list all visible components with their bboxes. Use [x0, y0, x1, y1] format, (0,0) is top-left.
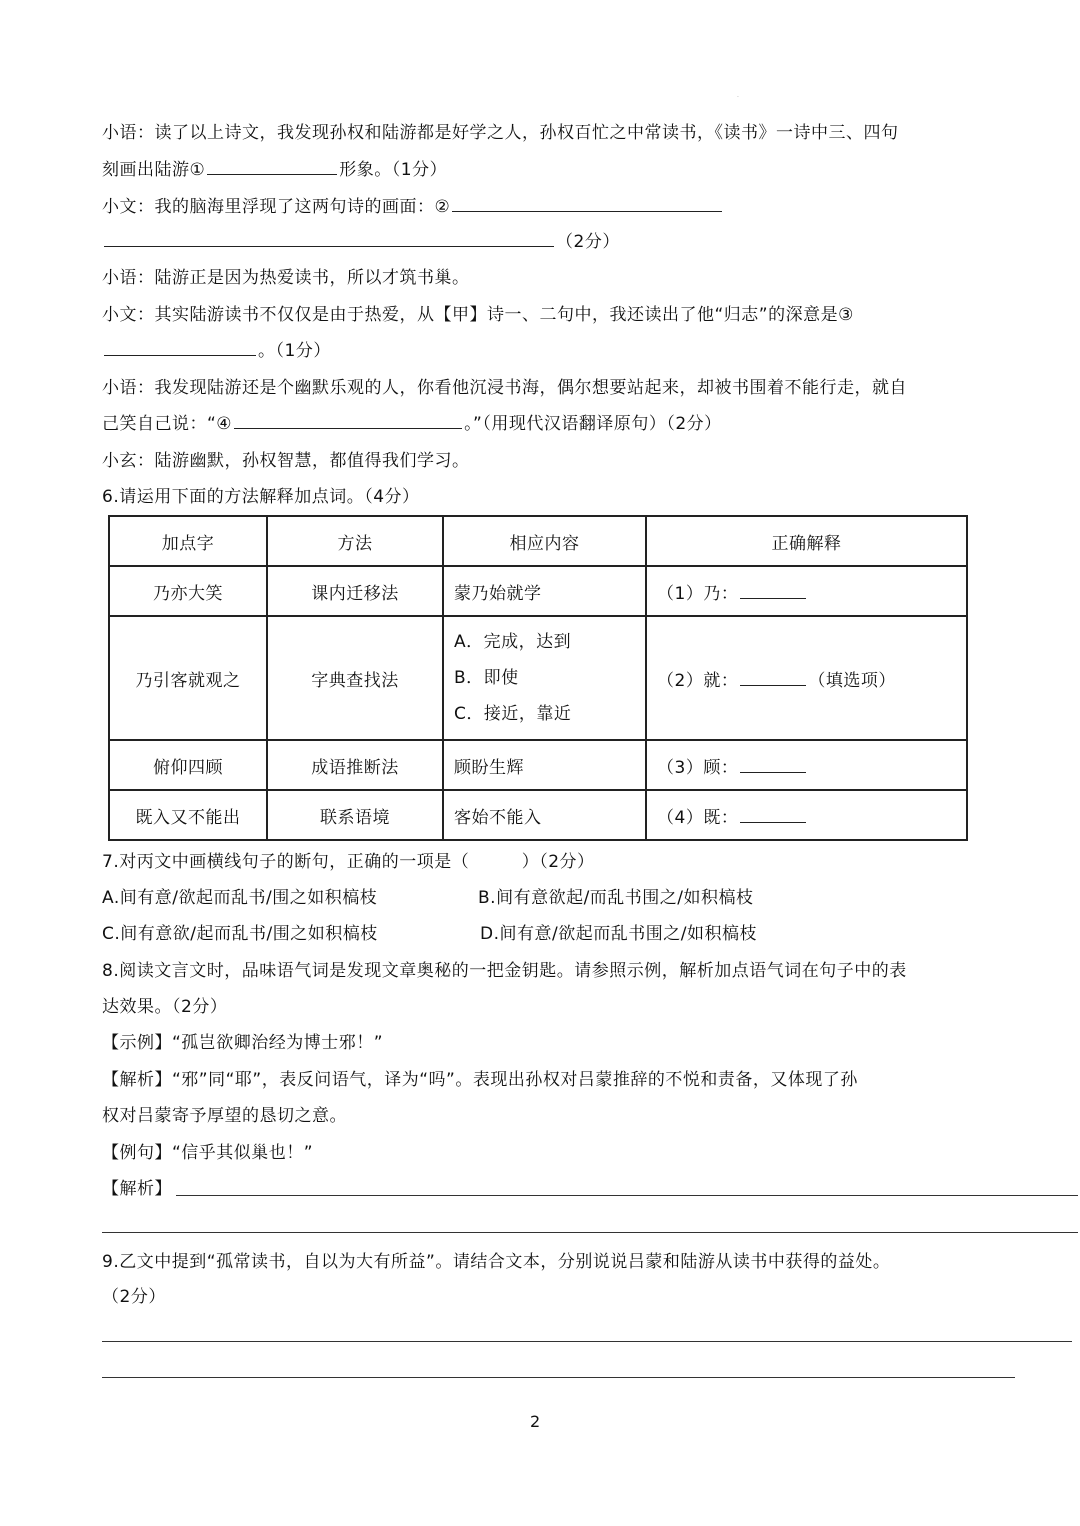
answer-cell: （4）既： [646, 790, 967, 840]
dialogue-line-4: （2分） [102, 230, 620, 254]
dotted-word-cell: 俯仰四顾 [109, 740, 267, 790]
question-6-table [108, 515, 968, 841]
question-8-sentence: 【例句】“信乎其似巢也！” [102, 1143, 314, 1163]
table-header-cell: 方法 [267, 516, 443, 566]
table-header-cell: 相应内容 [443, 516, 646, 566]
method-cell: 成语推断法 [267, 740, 443, 790]
question-7-option-d[interactable]: D.间有意/欲起而乱书围之/如积槁枝 [480, 924, 757, 944]
dialogue-line-6: 小文：其实陆游读书不仅仅是由于热爱，从【甲】诗一、二句中，我还读出了他“归志”的深意是③ [102, 305, 854, 325]
dialogue-line-5: 小语：陆游正是因为热爱读书，所以才筑书巢。 [102, 268, 470, 288]
dialogue-line-10: 小玄：陆游幽默，孙权智慧，都值得我们学习。 [102, 451, 470, 471]
answer-line-q9-2[interactable] [102, 1377, 1015, 1378]
content-cell: 顾盼生辉 [443, 740, 646, 790]
answer-cell: （1）乃： [646, 566, 967, 616]
answer-blank-q6-2[interactable] [740, 671, 806, 686]
table-row [109, 616, 967, 740]
question-7-title: 7.对丙文中画横线句子的断句，正确的一项是（ ）（2分） [102, 852, 595, 872]
option-a: A．完成，达到 [454, 632, 572, 652]
dialogue-line-3: 小文：我的脑海里浮现了这两句诗的画面：② [102, 195, 724, 219]
question-8-answer-label: 【解析】 [102, 1179, 172, 1199]
answer-blank-q6-4[interactable] [740, 808, 806, 823]
question-8-line-1: 8.阅读文言文时，品味语气词是发现文章奥秘的一把金钥匙。请参照示例，解析加点语气词在句子中的表 [102, 961, 907, 981]
scan-mark: . [737, 92, 739, 99]
answer-cell: （2）就： （填选项） [646, 616, 967, 740]
dialogue-line-7: 。（1分） [102, 339, 331, 363]
dotted-word-cell: 乃引客就观之 [109, 616, 267, 740]
table-row [109, 740, 967, 790]
answer-blank-q6-1[interactable] [740, 584, 806, 599]
table-row [109, 566, 967, 616]
question-9-line-1: 9.乙文中提到“孤常读书，自以为大有所益”。请结合文本，分别说说吕蒙和陆游从读书中获得的益处。 [102, 1252, 891, 1272]
table-header-cell: 加点字 [109, 516, 267, 566]
answer-line-q8-1[interactable] [176, 1195, 1078, 1196]
dialogue-line-9: 己笑自己说：“④ 。”（用现代汉语翻译原句）（2分） [102, 414, 722, 434]
option-b: B．即使 [454, 668, 519, 688]
answer-blank-1[interactable] [207, 160, 337, 175]
method-cell: 字典查找法 [267, 616, 443, 740]
option-c: C．接近，靠近 [454, 704, 572, 724]
question-7-option-c[interactable]: C.间有意欲/起而乱书/围之如积槁枝 [102, 924, 378, 944]
options-cell [443, 616, 646, 740]
method-cell: 联系语境 [267, 790, 443, 840]
content-cell: 蒙乃始就学 [443, 566, 646, 616]
question-7-option-a[interactable]: A.间有意/欲起而乱书/围之如积槁枝 [102, 888, 378, 908]
question-8-line-2: 达效果。（2分） [102, 997, 228, 1017]
table-header-cell: 正确解释 [646, 516, 967, 566]
dotted-word-cell: 乃亦大笑 [109, 566, 267, 616]
answer-blank-3[interactable] [104, 341, 256, 356]
content-cell: 客始不能入 [443, 790, 646, 840]
dialogue-line-8: 小语：我发现陆游还是个幽默乐观的人，你看他沉浸书海，偶尔想要站起来，却被书围着不能行走，就自 [102, 378, 907, 398]
table-header-row [109, 516, 967, 566]
answer-blank-q6-3[interactable] [740, 758, 806, 773]
dialogue-line-2: 刻画出陆游① 形象。（1分） [102, 160, 448, 180]
question-7-option-b[interactable]: B.间有意欲起/而乱书围之/如积槁枝 [478, 888, 754, 908]
page-number: 2 [530, 1412, 541, 1431]
answer-blank-2a[interactable] [452, 197, 722, 212]
answer-blank-4[interactable] [234, 414, 462, 429]
table-row [109, 790, 967, 840]
question-6-title: 6.请运用下面的方法解释加点词。（4分） [102, 487, 420, 507]
answer-line-q9-1[interactable] [102, 1341, 1072, 1342]
method-cell: 课内迁移法 [267, 566, 443, 616]
dialogue-line-1: 小语：读了以上诗文，我发现孙权和陆游都是好学之人，孙权百忙之中常读书，《读书》一诗中三、四句 [102, 123, 899, 143]
dotted-word-cell: 既入又不能出 [109, 790, 267, 840]
question-9-line-2: （2分） [102, 1287, 166, 1307]
question-8-analysis-2: 权对吕蒙寄予厚望的恳切之意。 [102, 1106, 347, 1126]
question-8-example: 【示例】“孤岂欲卿治经为博士邪！” [102, 1033, 384, 1053]
answer-line-q8-2[interactable] [102, 1232, 1078, 1233]
answer-blank-2b[interactable] [104, 232, 554, 247]
answer-cell: （3）顾： [646, 740, 967, 790]
question-8-analysis-1: 【解析】“邪”同“耶”，表反问语气，译为“吗”。表现出孙权对吕蒙推辞的不悦和责备，又体现了孙 [102, 1070, 858, 1090]
